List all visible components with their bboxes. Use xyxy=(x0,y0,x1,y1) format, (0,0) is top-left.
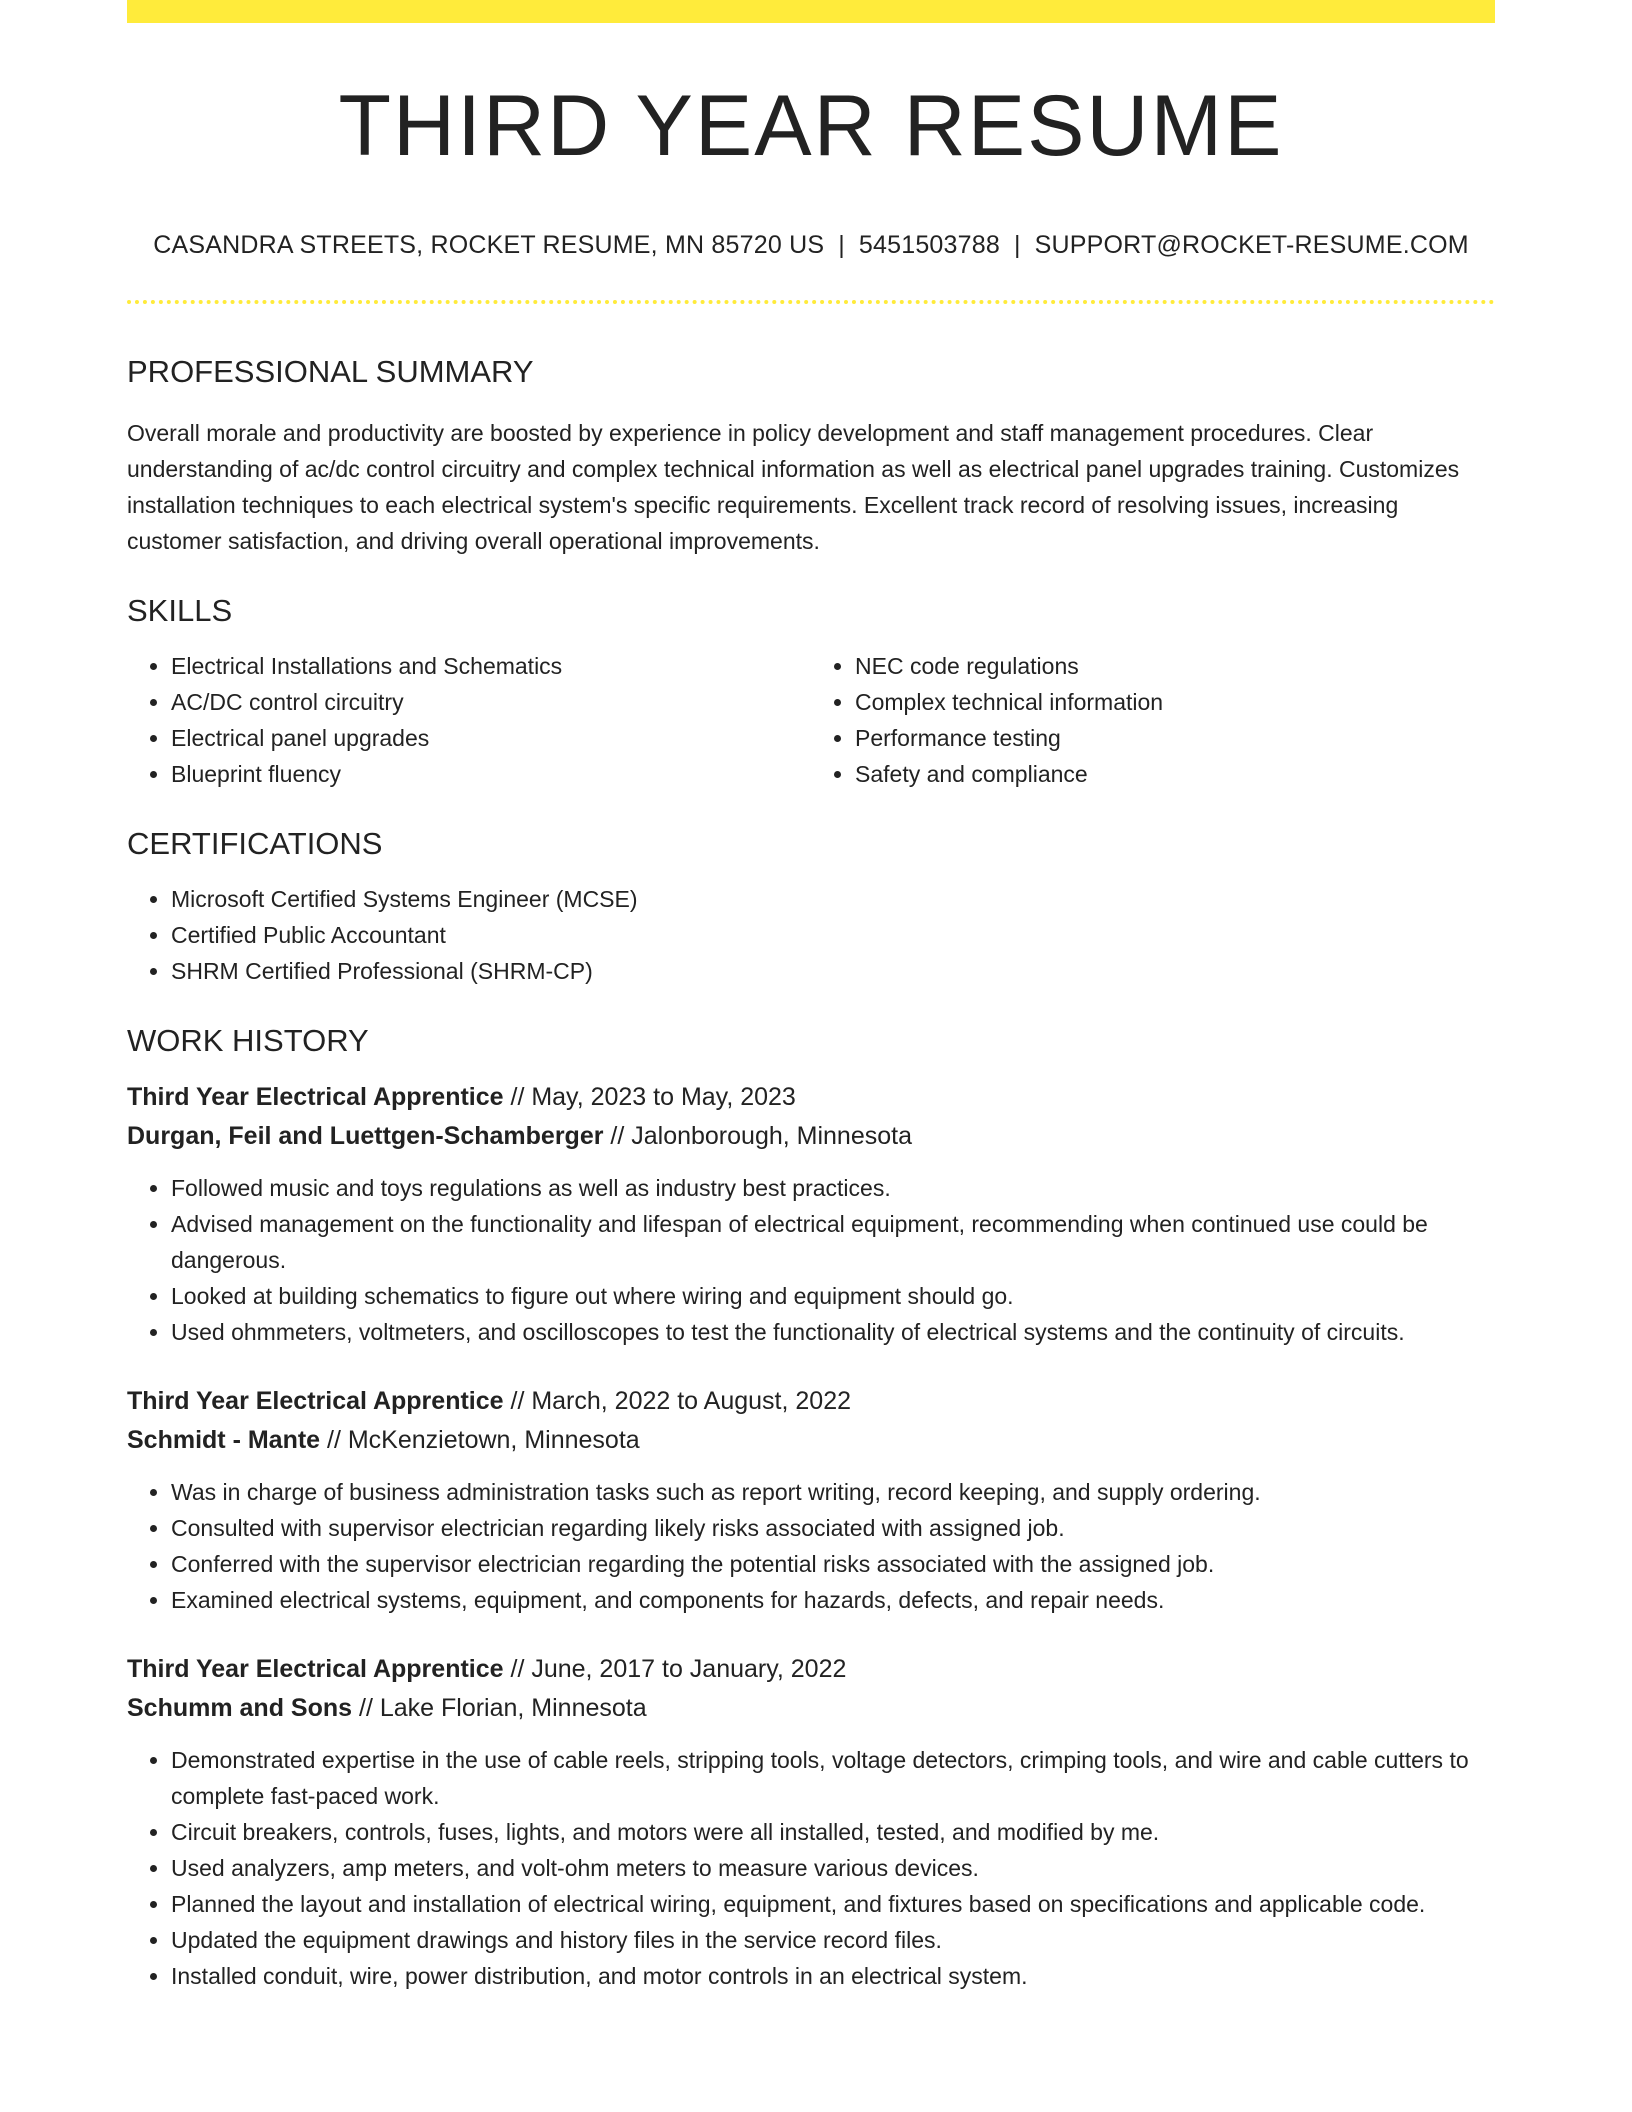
list-item: • Advised management on the functionality and lifespan of electrical equipment, recommending when continued use could be dangerous. xyxy=(171,1206,1495,1278)
dotted-divider xyxy=(127,300,1495,304)
contact-email: SUPPORT@ROCKET-RESUME.COM xyxy=(1034,231,1469,259)
list-item: • Performance testing xyxy=(855,720,1495,756)
job-entry xyxy=(127,1650,1495,1994)
section-title-work-history: WORK HISTORY xyxy=(127,1023,369,1058)
job-location: // Lake Florian, Minnesota xyxy=(352,1694,647,1722)
list-item: • Used ohmmeters, voltmeters, and oscilloscopes to test the functionality of electrical systems and the continuity of circuits. xyxy=(171,1314,1495,1350)
list-item: • Used analyzers, amp meters, and volt-ohm meters to measure various devices. xyxy=(171,1850,1495,1886)
section-title-summary: PROFESSIONAL SUMMARY xyxy=(127,354,534,389)
job-title: Third Year Electrical Apprentice xyxy=(127,1083,504,1111)
list-item: • Was in charge of business administration tasks such as report writing, record keeping, and supply ordering. xyxy=(171,1474,1495,1510)
job-company-line xyxy=(127,1689,1495,1728)
list-item: • Electrical Installations and Schematics xyxy=(171,648,811,684)
list-item: • Electrical panel upgrades xyxy=(171,720,811,756)
list-item: • NEC code regulations xyxy=(855,648,1495,684)
list-item: • AC/DC control circuitry xyxy=(171,684,811,720)
list-item: • Looked at building schematics to figure out where wiring and equipment should go. xyxy=(171,1278,1495,1314)
list-item: • Complex technical information xyxy=(855,684,1495,720)
job-dates: // May, 2023 to May, 2023 xyxy=(503,1083,796,1111)
list-item: • Planned the layout and installation of electrical wiring, equipment, and fixtures based on specifications and applicable code. xyxy=(171,1886,1495,1922)
job-bullets xyxy=(127,1170,1495,1350)
certifications-section xyxy=(127,828,1495,989)
job-company: Durgan, Feil and Luettgen-Schamberger xyxy=(127,1122,604,1150)
job-dates: // March, 2022 to August, 2022 xyxy=(503,1387,851,1415)
list-item: • Followed music and toys regulations as well as industry best practices. xyxy=(171,1170,1495,1206)
contact-separator: | xyxy=(838,231,845,259)
summary-section xyxy=(127,356,1495,559)
list-item: • Examined electrical systems, equipment, and components for hazards, defects, and repair needs. xyxy=(171,1582,1495,1618)
list-item: • Conferred with the supervisor electrician regarding the potential risks associated with the assigned job. xyxy=(171,1546,1495,1582)
job-location: // McKenzietown, Minnesota xyxy=(320,1426,640,1454)
list-item: • Consulted with supervisor electrician regarding likely risks associated with assigned job. xyxy=(171,1510,1495,1546)
skills-columns xyxy=(127,648,1495,792)
skills-list-right xyxy=(811,648,1495,792)
job-bullets xyxy=(127,1474,1495,1618)
list-item: • Blueprint fluency xyxy=(171,756,811,792)
section-title-certifications: CERTIFICATIONS xyxy=(127,826,383,861)
job-company: Schmidt - Mante xyxy=(127,1426,321,1454)
accent-top-bar xyxy=(127,0,1495,23)
job-title: Third Year Electrical Apprentice xyxy=(127,1387,504,1415)
job-company-line xyxy=(127,1117,1495,1156)
job-title-line xyxy=(127,1382,1495,1421)
contact-separator: | xyxy=(1013,231,1021,259)
job-bullets xyxy=(127,1742,1495,1994)
job-title: Third Year Electrical Apprentice xyxy=(127,1655,504,1683)
job-company-line xyxy=(127,1421,1495,1460)
job-title-line xyxy=(127,1078,1495,1117)
summary-text: Overall morale and productivity are boosted by experience in policy development and staff management procedures. Clear understanding of ac/dc control circuitry and complex technical information as well as electrical panel upgrades training. Customizes installation techniques to each electrical system's specific requirements. Excellent track record of resolving issues, increasing customer satisfaction, and driving overall operational improvements. xyxy=(127,420,1460,554)
job-entry xyxy=(127,1382,1495,1618)
contact-address: CASANDRA STREETS, ROCKET RESUME, MN 85720 US xyxy=(153,231,825,259)
list-item: • Certified Public Accountant xyxy=(171,917,1495,953)
list-item: • Installed conduit, wire, power distribution, and motor controls in an electrical system. xyxy=(171,1958,1495,1994)
skills-section xyxy=(127,595,1495,792)
list-item: • Updated the equipment drawings and history files in the service record files. xyxy=(171,1922,1495,1958)
job-location: // Jalonborough, Minnesota xyxy=(603,1122,912,1150)
list-item: • Demonstrated expertise in the use of cable reels, stripping tools, voltage detectors, crimping tools, and wire and cable cutters to complete fast-paced work. xyxy=(171,1742,1495,1814)
resume-content xyxy=(127,0,1495,1994)
list-item: • Microsoft Certified Systems Engineer (MCSE) xyxy=(171,881,1495,917)
job-title-line xyxy=(127,1650,1495,1689)
list-item: • Safety and compliance xyxy=(855,756,1495,792)
skills-list-left xyxy=(127,648,811,792)
contact-phone: 5451503788 xyxy=(858,231,1000,259)
resume-title: THIRD YEAR RESUME xyxy=(338,78,1284,174)
list-item: • Circuit breakers, controls, fuses, lights, and motors were all installed, tested, and modified by me. xyxy=(171,1814,1495,1850)
contact-line xyxy=(127,231,1495,260)
work-history-section xyxy=(127,1025,1495,1994)
section-title-skills: SKILLS xyxy=(127,593,233,628)
job-entry xyxy=(127,1078,1495,1350)
list-item: • SHRM Certified Professional (SHRM-CP) xyxy=(171,953,1495,989)
job-dates: // June, 2017 to January, 2022 xyxy=(503,1655,847,1683)
certifications-list xyxy=(127,881,1495,989)
job-company: Schumm and Sons xyxy=(127,1694,353,1722)
